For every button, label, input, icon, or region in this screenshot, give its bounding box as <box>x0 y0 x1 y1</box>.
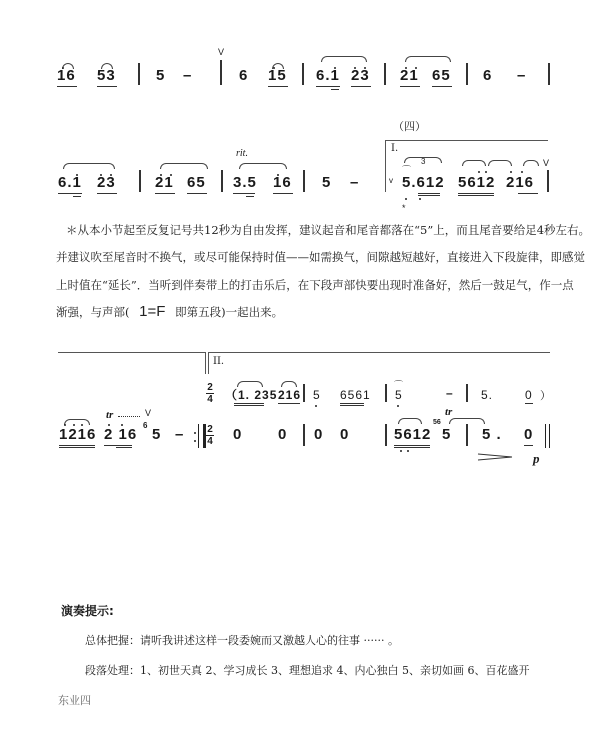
low-dot <box>419 198 421 200</box>
rest: 0 <box>233 426 243 443</box>
underline <box>273 193 293 194</box>
section-label: （四） <box>393 120 426 133</box>
rest: 0 <box>278 426 288 443</box>
note: 5 <box>152 426 162 443</box>
barline <box>221 170 223 192</box>
underline <box>155 193 175 194</box>
underline <box>233 193 255 194</box>
slur <box>64 419 90 425</box>
slur <box>63 163 115 169</box>
underline <box>400 86 420 87</box>
tempo-mark: rit. <box>236 148 248 159</box>
barline <box>220 60 222 85</box>
note: 5 <box>313 388 321 402</box>
tips-heading: 演奏提示: <box>61 604 114 618</box>
note: 6 <box>483 67 493 84</box>
footnote-line: 上时值在“延长”．当听到伴奏带上的打击乐后，在下段声部快要出现时准备好，然后一鼓足气，作一点 <box>56 278 574 292</box>
note-group: 6561 <box>340 388 371 402</box>
grace-note: 56 <box>433 419 441 426</box>
underline <box>518 193 538 194</box>
volta-bracket <box>385 140 386 192</box>
rest: 0 <box>340 426 350 443</box>
footnote-text: 渐强，与声部( <box>56 305 130 319</box>
low-dot <box>315 405 317 407</box>
low-dot <box>407 450 409 452</box>
low-dot <box>405 198 407 200</box>
trill-mark: tr <box>106 409 114 421</box>
low-dot <box>400 450 402 452</box>
underline <box>351 86 371 87</box>
barline <box>547 170 549 192</box>
underline <box>97 193 117 194</box>
note-group: 21 <box>155 174 174 191</box>
note-group: 23 <box>351 67 370 84</box>
note: 5 <box>395 388 403 402</box>
note: 5 <box>322 174 332 191</box>
note-group: 16 <box>57 67 76 84</box>
barline <box>302 63 304 85</box>
note-group: 15 <box>268 67 287 84</box>
high-dot <box>485 171 487 173</box>
underline <box>432 86 452 87</box>
close-paren: ） <box>540 390 551 402</box>
key-signature: 1=F <box>139 303 166 320</box>
trill-mark: tr <box>445 406 453 418</box>
note-group: 16 <box>273 174 292 191</box>
underline <box>187 193 207 194</box>
note-group: 216 <box>278 388 302 402</box>
barline <box>466 63 468 85</box>
rest: 0 <box>314 426 324 443</box>
underline <box>340 403 364 404</box>
underline <box>59 447 95 448</box>
rest: 0 <box>524 426 534 443</box>
breath-mark: v <box>389 176 393 185</box>
underline <box>525 403 533 404</box>
underline <box>458 193 494 194</box>
volta-bracket <box>385 140 548 141</box>
underline <box>458 195 494 196</box>
time-signature-numerator: 2 <box>207 382 213 393</box>
barline <box>303 384 305 402</box>
slur <box>160 163 208 169</box>
grace-note: 6 <box>143 421 148 430</box>
breath-mark: V <box>543 158 550 168</box>
note: 5 <box>156 67 166 84</box>
underline <box>331 89 339 90</box>
note-group: 5612 <box>394 426 432 443</box>
footnote-line: 并建议吹至尾音时不换气，或尽可能保持时值——如需换气，间隙越短越好，直接进入下段旋律，即感觉 <box>56 250 585 264</box>
underline <box>418 195 440 196</box>
tips-overall: 总体把握：请听我讲述这样一段委婉而又激越人心的往事 ······ 。 <box>85 634 399 647</box>
volta-1-label: I. <box>391 143 399 154</box>
slur <box>405 56 451 62</box>
note-group: 21 <box>400 67 419 84</box>
note: 5 . <box>482 426 502 443</box>
high-dot <box>478 171 480 173</box>
barline <box>139 170 141 192</box>
barline <box>385 384 387 402</box>
time-signature-denominator: 4 <box>207 394 213 405</box>
footnote-line: ＊从本小节起至反复记号共12秒为自由发挥，建议起音和尾音都落在“5”上，而且尾音要给足4秒左右。 <box>66 223 591 237</box>
decrescendo-icon <box>478 453 514 461</box>
slur <box>239 163 287 169</box>
breath-mark: V <box>218 47 225 57</box>
note-group: 3.5 <box>233 174 257 191</box>
underline <box>246 196 254 197</box>
barline <box>466 424 468 446</box>
underline <box>57 86 77 87</box>
note-group: 5612 <box>458 174 496 191</box>
note-group: 6.1 <box>58 174 82 191</box>
dash: – <box>175 426 185 443</box>
slur <box>523 160 539 166</box>
underline <box>97 86 117 87</box>
underline <box>394 445 430 446</box>
dynamic-mark: p <box>533 451 540 466</box>
note: 0 <box>525 388 533 402</box>
underline <box>116 447 132 448</box>
barline <box>466 384 468 402</box>
repeat-dot <box>194 440 196 442</box>
fermata-icon: ⌒ <box>394 380 404 390</box>
volta-2-label: II. <box>213 356 225 367</box>
time-signature-denominator: 4 <box>207 436 213 447</box>
note: 5 <box>442 426 452 443</box>
slur <box>398 418 422 424</box>
barline <box>385 424 387 446</box>
underline <box>316 86 340 87</box>
repeat-dot <box>194 432 196 434</box>
note-group: （1. 235 <box>225 388 278 402</box>
underline <box>278 403 300 404</box>
footnote-line <box>56 305 283 319</box>
time-signature-numerator: 2 <box>207 424 213 435</box>
slur <box>488 160 512 166</box>
high-dot <box>510 171 512 173</box>
volta-bracket <box>205 352 206 374</box>
underline <box>234 405 264 406</box>
underline <box>73 196 81 197</box>
fermata-icon: ⌒ <box>402 165 412 175</box>
tips-sections: 段落处理：1、初世天真 2、学习成长 3、理想追求 4、内心独白 5、亲切如画 6、百花盛开 <box>85 664 530 677</box>
slur <box>321 56 367 62</box>
note: 6 <box>239 67 249 84</box>
underline <box>418 193 440 194</box>
staff-connector <box>58 352 206 353</box>
barline <box>548 63 550 85</box>
note-group: 65 <box>432 67 451 84</box>
dash: – <box>446 386 454 400</box>
note: 5. <box>481 388 494 402</box>
asterisk-mark: * <box>402 203 406 213</box>
barline <box>384 63 386 85</box>
footnote-text: 即第五段)一起出来。 <box>175 305 284 319</box>
note-group: 65 <box>187 174 206 191</box>
final-barline <box>545 424 550 448</box>
note-group: 6.1 <box>316 67 340 84</box>
trill-line <box>118 416 140 418</box>
dash: – <box>350 174 360 191</box>
breath-mark: V <box>145 408 152 418</box>
underline <box>234 403 264 404</box>
note-group: 53 <box>97 67 116 84</box>
note-group: 1216 <box>59 426 97 443</box>
barline <box>303 424 305 446</box>
underline <box>268 86 288 87</box>
underline <box>58 193 82 194</box>
note-group: 216 <box>506 174 535 191</box>
underline <box>104 445 132 446</box>
note-group: 23 <box>97 174 116 191</box>
underline <box>340 405 364 406</box>
volta-bracket <box>208 352 209 374</box>
volta-bracket <box>208 352 550 353</box>
high-dot <box>521 171 523 173</box>
barline <box>138 63 140 85</box>
note-group: 2 16 <box>104 426 138 443</box>
triplet-mark: 3 <box>421 157 426 166</box>
dash: – <box>183 67 193 84</box>
underline <box>524 445 533 446</box>
tips-cutoff-text: 东业四 <box>58 694 91 707</box>
note-group: 5.612 <box>402 174 445 191</box>
underline <box>59 445 95 446</box>
underline <box>394 447 430 448</box>
low-dot <box>397 405 399 407</box>
slur <box>462 160 486 166</box>
barline <box>303 170 305 192</box>
dash: – <box>517 67 527 84</box>
